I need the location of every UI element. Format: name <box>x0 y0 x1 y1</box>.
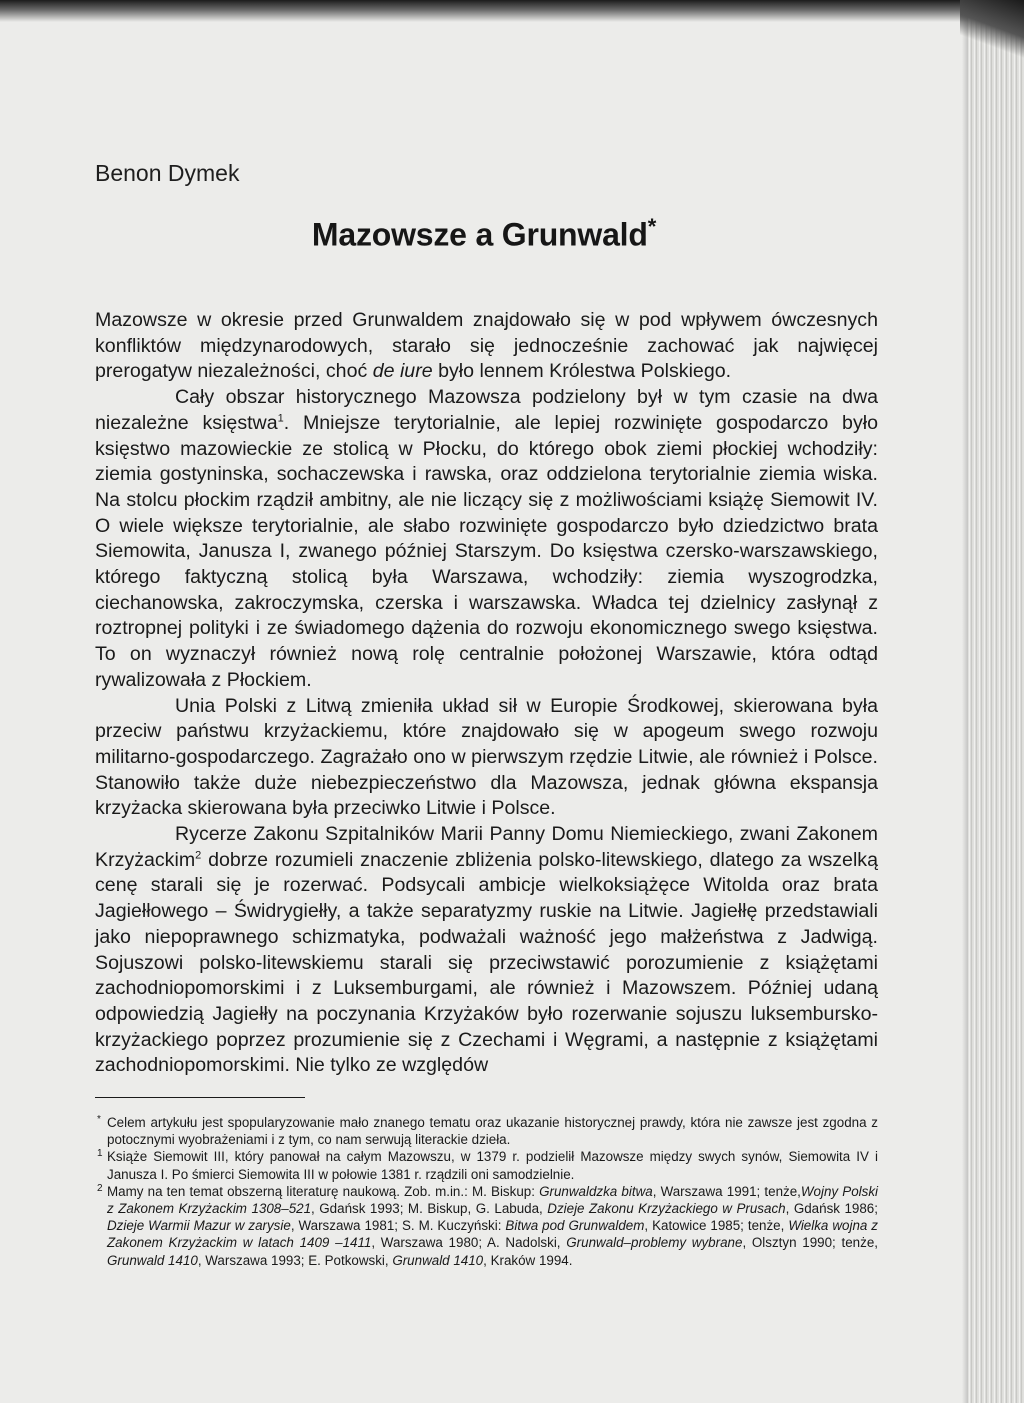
footnote-text: , Warszawa 1991; tenże, <box>652 1183 801 1199</box>
footnote-mark: 2 <box>97 1182 103 1194</box>
cited-title: Grunwaldzka bitwa <box>539 1183 653 1199</box>
paragraph-3: Unia Polski z Litwą zmieniła układ sił w Europie Środkowej, skierowana była przeciw państwu krzyżackiemu, które znajdowało się w apogeum swego rozwoju militarno-gospodarczego. Zagrażało ono w pierwszym rzędzie Litwie, ale również i Polsce. Stanowiło także duże niebezpieczeństwo dla Mazowsza, jednak główna ekspansja krzyżacka skierowana była przeciwko Litwie i Polsce. <box>95 694 878 820</box>
cited-title: Dzieje Zakonu Krzyżackiego w Prusach <box>547 1201 786 1217</box>
footnote-text: , Gdańsk 1993; M. Biskup, G. Labuda, <box>311 1201 548 1217</box>
footnote-star <box>97 1114 878 1148</box>
page-corner-shadow <box>960 0 1024 60</box>
footnote-text: , Gdańsk 1986; <box>785 1201 878 1217</box>
footnotes <box>97 1114 879 1269</box>
paragraph-2 <box>95 385 878 693</box>
footnote-text: , Olsztyn 1990; tenże, <box>742 1235 878 1251</box>
cited-title: Wojny Polski z Zakonem Krzyżackim 1308–521 <box>107 1183 878 1217</box>
paragraph-text: Cały obszar historycznego Mazowsza podzielony był w tym czasie na dwa niezależne księstwa <box>95 386 878 434</box>
footnote-mark: * <box>97 1114 101 1125</box>
title-text: Mazowsze a Grunwald <box>311 216 648 253</box>
paragraph-text: Mazowsze w okresie przed Grunwaldem znajdowało się w pod wpływem ówczesnych konfliktów międzynarodowych, starało się jednocześnie zachować jak najwięcej prerogatyw niezależności, choć <box>95 309 878 383</box>
paragraph-text: dobrze rozumieli znaczenie zbliżenia polsko-litewskiego, dlatego za wszelką cenę starali się je rozerwać. Podsycali ambicje wielkoksiążęce Witolda oraz brata Jagiełłowego – Świdrygiełły, a także separatyzmy ruskie na Litwie. Jagiełłę przedstawiali jako niepoprawnego schizmatyka, podważali ważność jego małżeństwa z Jadwigą. Sojuszowi polsko-litewskiemu starali się przeciwstawić porozumienie z książętami zachodniopomorskimi i z Luksemburgami, ale również i Mazowszem. Później udaną odpowiedzią Jagiełły na poczynania Krzyżaków było rozerwanie sojuszu luksembursko-krzyżackiego poprzez prozumienie się z Czechami i Węgrami, a następnie z książętami zachodniopomorskimi. Nie tylko ze względów <box>95 848 878 1077</box>
footnote-text: , Warszawa 1981; S. M. Kuczyński: <box>290 1218 506 1234</box>
page-top-shadow <box>0 0 1024 22</box>
footnote-text: , Kraków 1994. <box>483 1252 573 1268</box>
paragraph-text: Rycerze Zakonu Szpitalników Marii Panny Domu Niemieckiego, zwani Zakonem Krzyżackim <box>95 823 878 871</box>
article-title <box>0 214 968 254</box>
paragraph-text: . Mniejsze terytorialnie, ale lepiej rozwinięte gospodarczo było księstwo mazowieckie ze stolicą w Płocku, do którego obok ziemi płockiej wchodziły: ziemia gostyninska, sochaczewska i rawska, oraz oddzielona terytorialnie ziemia wiska. Na stolcu płockim rządził ambitny, ale nie liczący się z możliwościami książę Siemowit IV. O wiele większe terytorialnie, ale słabo rozwinięte gospodarczo było dziedzictwo brata Siemowita, Janusza I, zwanego później Starszym. Do księstwa czersko-warszawskiego, którego faktyczną stolicą była Warszawa, wchodziły: ziemia wyszogrodzka, ciechanowska, zakroczymska, czerska i warszawska. Władca tej dzielnicy zasłynął z roztropnej polityki i ze świadomego dążenia do rozwoju ekonomicznego swego księstwa. To on wyznaczył również nową rolę centralnie położonej Warszawie, która odtąd rywalizowała z Płockiem. <box>95 411 878 691</box>
paragraph-1 <box>95 308 878 385</box>
italic-phrase: de iure <box>372 360 433 383</box>
footnote-text: Celem artykułu jest spopularyzowanie mało znanego tematu oraz ukazanie historycznej prawdy, która nie zawsze jest zgodna z potocznymi wyobrażeniami i z tym, co nam serwują literackie dzieła. <box>107 1115 878 1148</box>
footnote-text: , Warszawa 1993; E. Potkowski, <box>197 1252 393 1268</box>
paragraph-4 <box>95 822 878 1079</box>
paragraph-text: było lennem Królestwa Polskiego. <box>432 360 732 383</box>
cited-title: Wielka wojna z Zakonem Krzyżackim w latach 1409 –1411 <box>107 1218 879 1251</box>
footnote-reference: 2 <box>195 849 202 862</box>
title-footnote-mark: * <box>647 214 657 239</box>
cited-title: Grunwald–problemy wybrane <box>566 1235 743 1251</box>
cited-title: Grunwald 1410 <box>392 1252 484 1268</box>
article-body <box>95 308 878 1079</box>
footnote-text: , Warszawa 1980; A. Nadolski, <box>371 1235 567 1251</box>
footnote-separator <box>95 1097 305 1098</box>
footnote-1 <box>97 1148 878 1182</box>
cited-title: Dzieje Warmii Mazur w zarysie <box>107 1218 291 1234</box>
footnote-text: , Katowice 1985; tenże, <box>644 1218 789 1234</box>
author-name: Benon Dymek <box>95 160 240 186</box>
cited-title: Grunwald 1410 <box>107 1252 198 1268</box>
footnote-2 <box>97 1182 879 1269</box>
footnote-mark: 1 <box>97 1148 103 1160</box>
footnote-reference: 1 <box>277 412 284 425</box>
cited-title: Bitwa pod Grunwaldem <box>505 1218 645 1234</box>
page-edges <box>968 0 1024 1403</box>
footnote-text: Mamy na ten temat obszerną literaturę naukową. Zob. m.in.: M. Biskup: <box>107 1183 540 1199</box>
footnote-text: Książe Siemowit III, który panował na całym Mazowszu, w 1379 r. podzielił Mazowsze między swych synów, Siemowita IV i Janusza I. Po śmierci Siemowita III w połowie 1381 r. rządzili oni samodzielnie. <box>107 1149 878 1182</box>
